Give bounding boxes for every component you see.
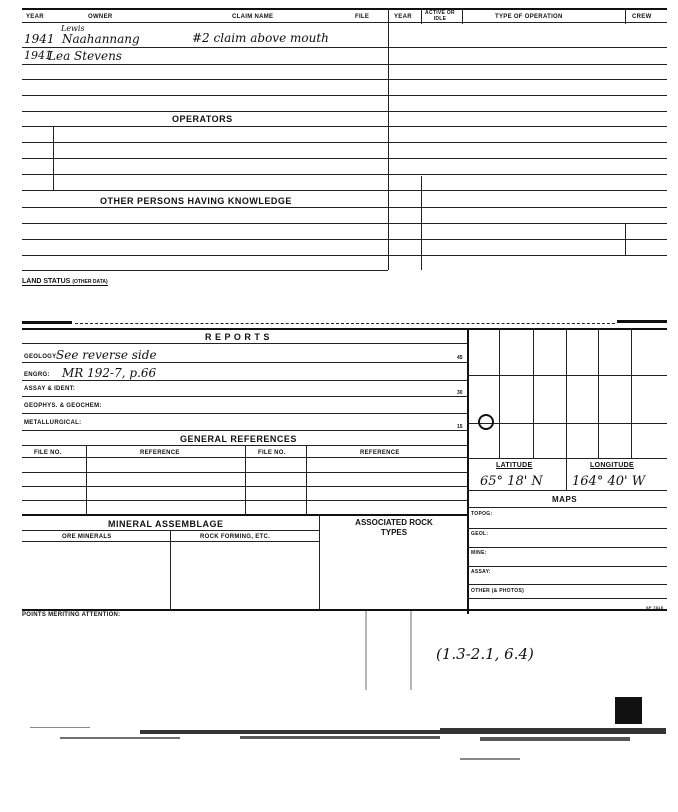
num-30: 30 xyxy=(457,390,463,396)
other-persons-heading: OTHER PERSONS HAVING KNOWLEDGE xyxy=(100,196,292,206)
col-year: YEAR xyxy=(26,14,44,20)
associated-rock-types: ASSOCIATED ROCK TYPES xyxy=(355,518,433,537)
engrg-value: MR 192-7, p.66 xyxy=(62,366,157,380)
col-owner: OWNER xyxy=(88,14,113,20)
num-45: 45 xyxy=(457,355,463,361)
assay-label: ASSAY & IDENT: xyxy=(24,386,76,392)
claim-row1-owner-above: Lewis xyxy=(61,24,85,33)
claim-row2-year: 1941 xyxy=(24,49,52,62)
rock-forming-label: ROCK FORMING, ETC. xyxy=(200,534,271,540)
coords-note: (1.3-2.1, 6.4) xyxy=(436,645,534,663)
maps-geol: GEOL: xyxy=(471,531,489,537)
claim-row1-claim-name: #2 claim above mouth xyxy=(192,31,329,45)
maps-other: OTHER (& PHOTOS) xyxy=(471,588,525,594)
col-year2: YEAR xyxy=(394,14,412,20)
claim-row1-year: 1941 xyxy=(24,32,55,46)
geology-label: GEOLOGY: xyxy=(24,354,59,360)
geology-value: See reverse side xyxy=(56,348,157,362)
land-status-label xyxy=(22,278,108,286)
ref-col-file2: FILE NO. xyxy=(258,450,286,456)
longitude-value: 164° 40' W xyxy=(572,474,646,489)
col-type-operation: TYPE OF OPERATION xyxy=(495,14,563,20)
geophys-label: GEOPHYS. & GEOCHEM: xyxy=(24,403,102,409)
mineral-heading: MINERAL ASSEMBLAGE xyxy=(108,519,224,529)
claim-row2-owner: Lea Stevens xyxy=(48,49,122,63)
ref-col-ref1: REFERENCE xyxy=(140,450,180,456)
col-active-idle: ACTIVE OR IDLE xyxy=(425,10,455,22)
operators-heading: OPERATORS xyxy=(172,114,233,124)
longitude-label: LONGITUDE xyxy=(590,462,634,469)
location-circle-mark xyxy=(478,414,494,430)
ore-minerals-label: ORE MINERALS xyxy=(62,534,112,540)
maps-assay: ASSAY: xyxy=(471,569,491,575)
claim-row1-owner: Naahannang xyxy=(62,32,140,46)
col-file: FILE xyxy=(355,14,370,20)
maps-mine: MINE: xyxy=(471,550,487,556)
maps-topog: TOPOG: xyxy=(471,511,493,517)
metallurgical-label: METALLURGICAL: xyxy=(24,420,82,426)
land-status-text: LAND STATUS xyxy=(22,278,71,285)
form-number: SF 7815 xyxy=(646,605,664,610)
ref-col-file1: FILE NO. xyxy=(34,450,62,456)
reports-heading: R E P O R T S xyxy=(205,332,270,342)
col-crew: CREW xyxy=(632,14,652,20)
points-meriting-attention: POINTS MERITING ATTENTION: xyxy=(22,612,121,618)
ref-col-ref2: REFERENCE xyxy=(360,450,400,456)
engrg-label: ENGRG: xyxy=(24,372,50,378)
maps-heading: MAPS xyxy=(552,495,578,504)
general-references-heading: GENERAL REFERENCES xyxy=(180,434,297,444)
num-15: 15 xyxy=(457,424,463,430)
latitude-label: LATITUDE xyxy=(496,462,533,469)
col-claim-name: CLAIM NAME xyxy=(232,14,274,20)
latitude-value: 65° 18' N xyxy=(480,474,543,489)
land-status-sub: (OTHER DATA) xyxy=(72,279,108,285)
